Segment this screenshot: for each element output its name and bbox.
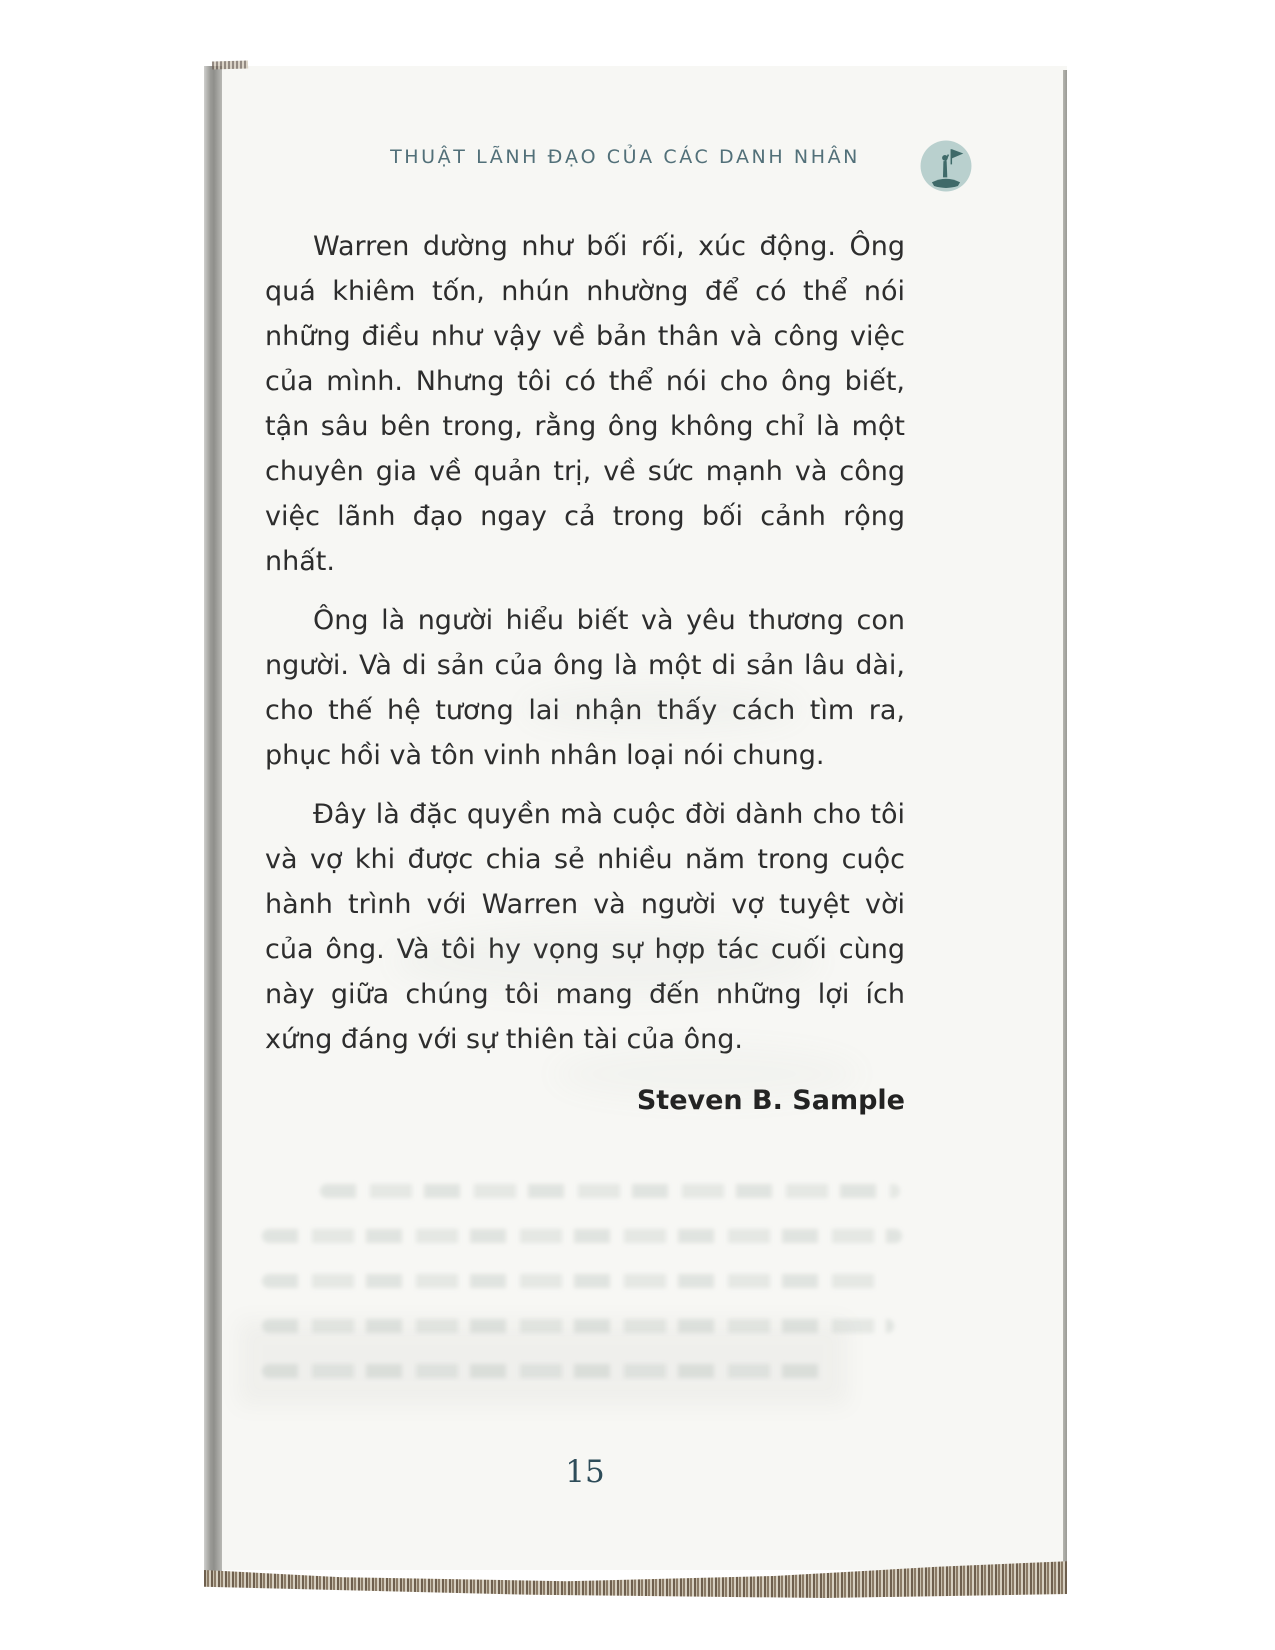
show-through-line bbox=[262, 1229, 902, 1243]
show-through-line bbox=[320, 1184, 900, 1198]
paragraph: Warren dường như bối rối, xúc động. Ông quá khiêm tốn, nhún nhường để có thể nói những điều như vậy về bản thân và công việc của mình. Nhưng tôi có thể nói cho ông biết, tận sâu bên trong, rằng ông không chỉ là một chuyên gia về quản trị, về sức mạnh và công việc lãnh đạo ngay cả trong bối cảnh rộng nhất. bbox=[265, 231, 905, 577]
show-through-line bbox=[262, 1274, 880, 1288]
paragraph: Đây là đặc quyền mà cuộc đời dành cho tôi và vợ khi được chia sẻ nhiều năm trong cuộc hành trình với Warren và người vợ tuyệt vời của ông. Và tôi hy vọng sự hợp tác cuối cùng này giữa chúng tôi mang đến những lợi ích xứng đáng với sự thiên tài của ông. bbox=[265, 799, 905, 1055]
publisher-logo bbox=[920, 140, 972, 192]
paragraph: Ông là người hiểu biết và yêu thương con người. Và di sản của ông là một di sản lâu dài, cho thế hệ tương lai nhận thấy cách tìm ra, phục hồi và tôn vinh nhân loại nói chung. bbox=[265, 605, 905, 771]
page-corner-texture bbox=[212, 61, 248, 70]
running-header-title: THUẬT LÃNH ĐẠO CỦA CÁC DANH NHÂN bbox=[390, 146, 860, 168]
show-through-line bbox=[262, 1319, 894, 1333]
author-signature: Steven B. Sample bbox=[636, 1085, 905, 1116]
show-through-blob bbox=[552, 1046, 862, 1102]
show-through-blob bbox=[392, 926, 822, 996]
page-left-edge bbox=[204, 66, 222, 1574]
page-number: 15 bbox=[565, 1454, 605, 1490]
show-through-line bbox=[262, 1364, 822, 1378]
show-through-blob bbox=[522, 686, 802, 732]
flag-bearer-icon bbox=[920, 140, 972, 192]
page-right-edge bbox=[1063, 70, 1067, 1566]
show-through-text bbox=[262, 1184, 910, 1409]
book-page bbox=[222, 66, 1067, 1570]
